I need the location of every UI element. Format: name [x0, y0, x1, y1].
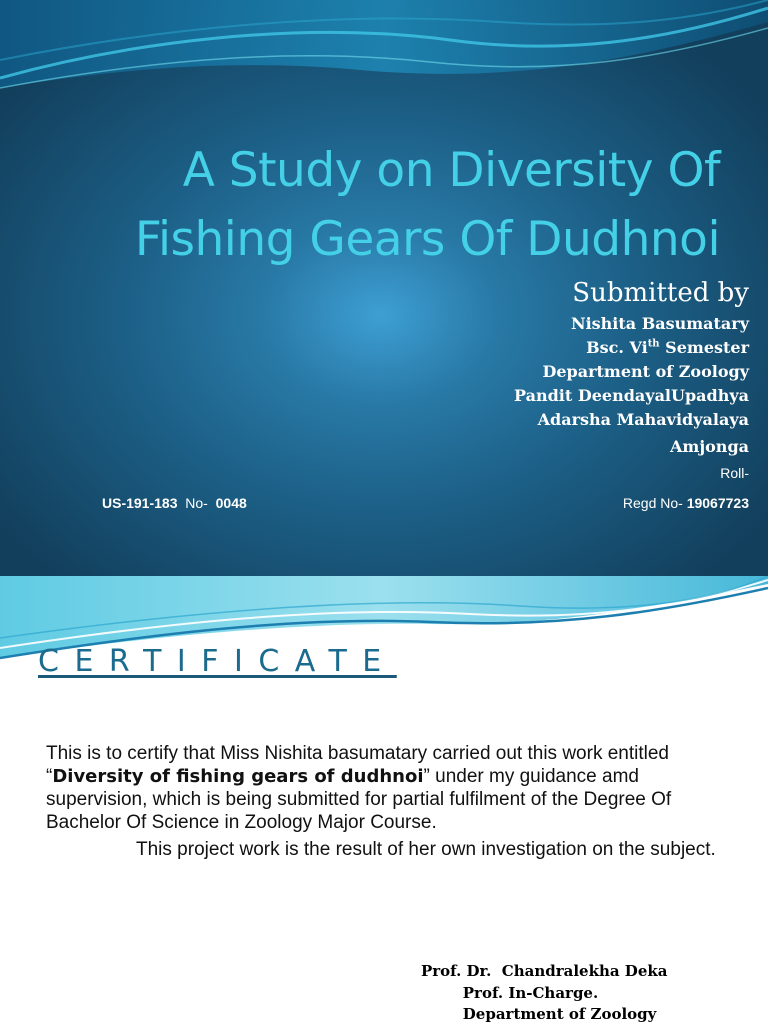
department-name: Department of Zoology — [542, 362, 749, 381]
project-title: Diversity of fishing gears of dudhnoi — [52, 766, 424, 787]
signatory-department: Department of Zoology — [421, 1005, 657, 1023]
certificate-slide — [0, 576, 768, 1024]
student-info — [514, 312, 749, 432]
title-line-2: Fishing Gears Of Dudhnoi — [134, 212, 720, 267]
student-name: Nishita Basumatary — [570, 314, 749, 333]
certificate-paragraph-2: This project work is the result of her own investigation on the subject. — [136, 839, 716, 860]
roll-number — [102, 494, 247, 512]
no-value: 0048 — [215, 495, 247, 511]
certificate-heading: CERTIFICATE — [38, 644, 397, 679]
regd-value: 19067723 — [686, 495, 749, 511]
roll-label: Roll- — [720, 465, 749, 481]
college-line-2: Adarsha Mahavidyalaya — [537, 410, 749, 429]
regd-label: Regd No- — [622, 495, 683, 511]
presentation-title — [60, 136, 720, 274]
submitted-by-label: Submitted by — [572, 278, 749, 308]
semester-line: Bsc. $Vi^{th}$ Semester — [586, 338, 749, 357]
wave-decoration — [0, 0, 768, 110]
place-name: Amjonga — [670, 437, 749, 456]
registration-number — [623, 494, 749, 512]
signatory-name: Prof. Dr. Chandralekha Deka — [421, 962, 668, 980]
us-code: US-191-183 — [102, 495, 178, 511]
signatory-title: Prof. In-Charge. — [421, 983, 599, 1002]
college-line-1: Pandit DeendayalUpadhya — [514, 386, 749, 405]
certificate-body — [46, 742, 726, 861]
no-label: No- — [185, 495, 208, 511]
certificate-paragraph-1: This is to certify that Miss Nishita basumatary carried out this work entitled “Diversity of fishing gears of dudhnoi” under my guidance amd supervision, which is being submitted for partial fulfilment of the Degree Of Bachelor Of Science in Zoology Major Course. — [46, 743, 672, 833]
signature-block — [421, 961, 667, 1024]
title-line-1: A Study on Diversity Of — [182, 143, 720, 198]
